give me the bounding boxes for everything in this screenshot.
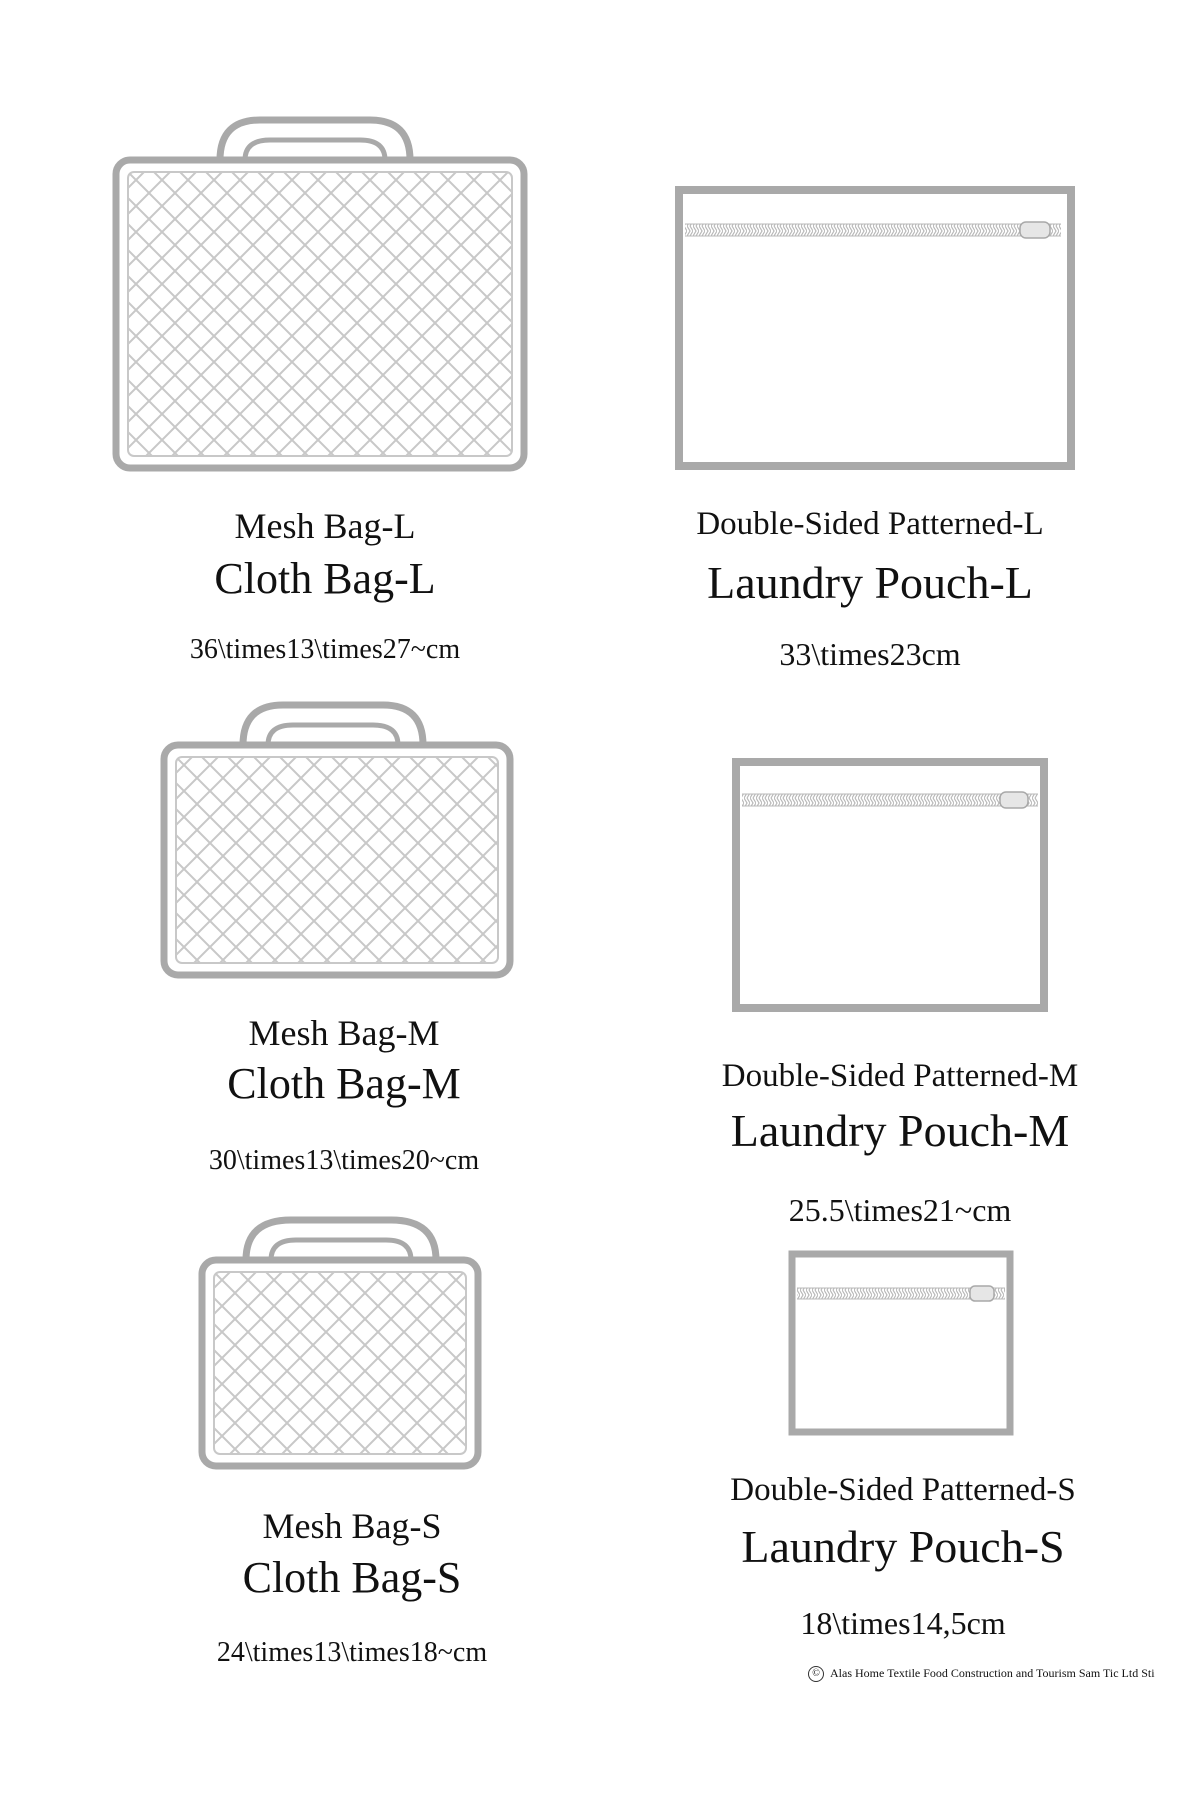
bag-l-sub-label: Mesh Bag-L	[234, 506, 416, 546]
bag-l-size: 36\times13\times27~cm	[189, 634, 461, 665]
laundry-pouch-m-icon	[732, 758, 1052, 1018]
pouch-m-main-label: Laundry Pouch-M	[730, 1105, 1070, 1156]
pouch-l-sub-label: Double-Sided Patterned-L	[696, 506, 1044, 542]
bag-l-main-label: Cloth Bag-L	[214, 554, 436, 603]
bag-s-size: 24\times13\times18~cm	[216, 1637, 488, 1668]
pouch-l-size: 33\times23cm	[779, 636, 961, 672]
bag-s-main-label: Cloth Bag-S	[242, 1553, 462, 1602]
mesh-bag-l-icon	[110, 115, 530, 475]
bag-s-sub-label: Mesh Bag-S	[262, 1506, 442, 1546]
copyright-notice	[808, 1666, 1155, 1682]
pouch-s-size: 18\times14,5cm	[800, 1605, 1006, 1641]
pouch-m-sub-label: Double-Sided Patterned-M	[721, 1058, 1079, 1094]
bag-m-sub-label: Mesh Bag-M	[248, 1013, 440, 1053]
copyright-text: Alas Home Textile Food Construction and Tourism Sam Tic Ltd Sti	[830, 1666, 1155, 1680]
bag-m-main-label: Cloth Bag-M	[227, 1059, 461, 1108]
laundry-pouch-s-icon	[788, 1250, 1018, 1440]
pouch-l-main-label: Laundry Pouch-L	[707, 557, 1033, 608]
pouch-s-main-label: Laundry Pouch-S	[741, 1521, 1065, 1572]
laundry-pouch-l-icon	[675, 186, 1075, 476]
copyright-icon: ©	[808, 1666, 824, 1682]
pouch-s-sub-label: Double-Sided Patterned-S	[730, 1472, 1076, 1508]
bag-m-size: 30\times13\times20~cm	[208, 1145, 480, 1176]
mesh-bag-s-icon	[196, 1215, 486, 1475]
mesh-bag-m-icon	[158, 700, 518, 990]
pouch-m-size: 25.5\times21~cm	[788, 1192, 1012, 1228]
